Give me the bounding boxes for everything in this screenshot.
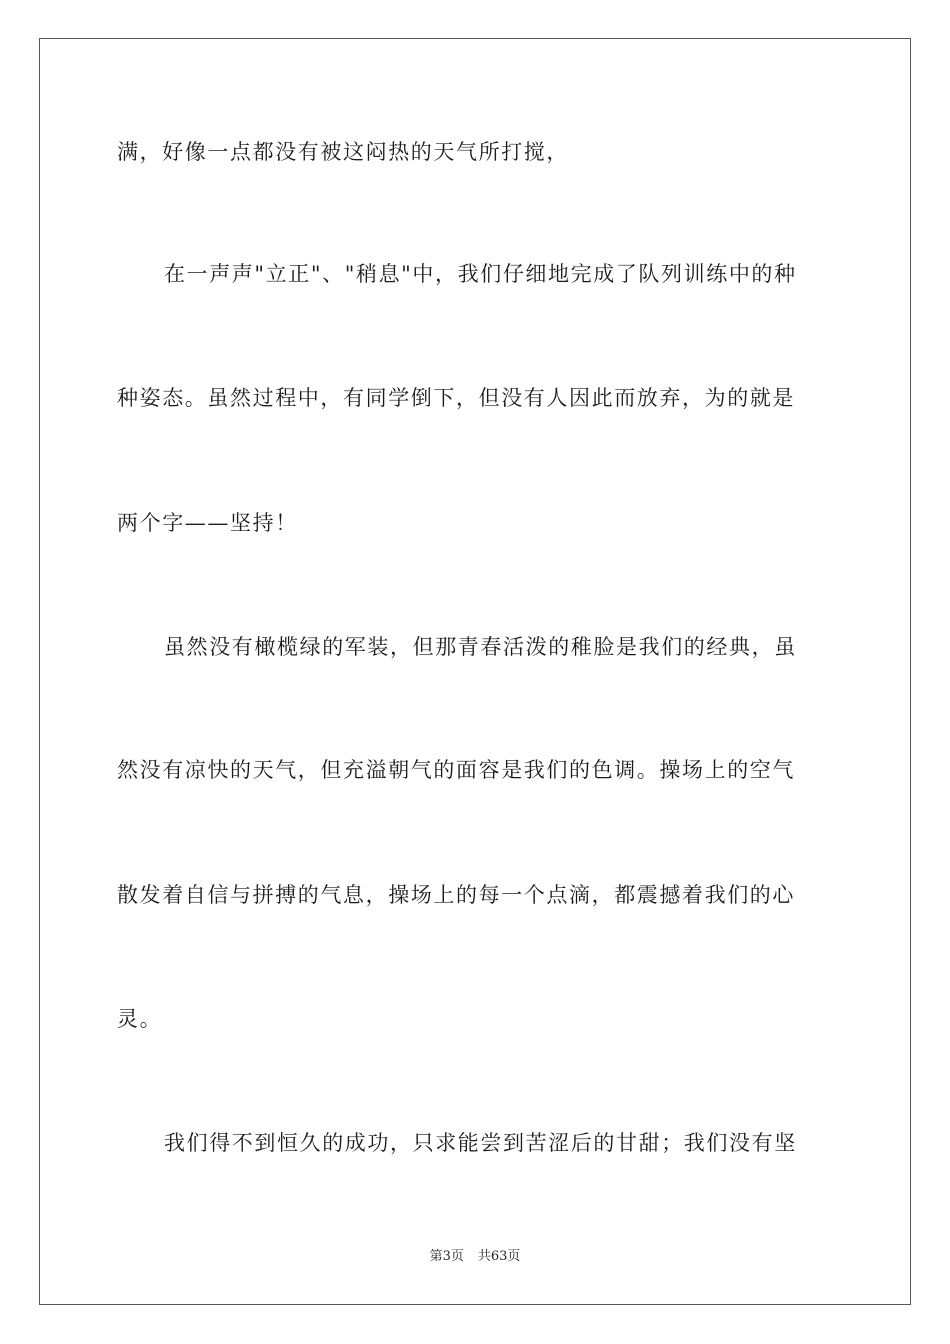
- page-border: [39, 38, 911, 1305]
- text-line-4: 两个字——坚持！: [117, 511, 298, 535]
- text-line-1: 满，好像一点都没有被这闷热的天气所打搅，: [117, 140, 569, 164]
- paragraph-start-line: 虽然没有橄榄绿的军装，但那青春活泼的稚脸是我们的经典，虽: [164, 635, 797, 659]
- page-number: 第3页: [429, 1249, 464, 1264]
- paragraph-start-line: 我们得不到恒久的成功，只求能尝到苦涩后的甘甜；我们没有坚: [164, 1131, 797, 1155]
- text-line-3: 种姿态。虽然过程中，有同学倒下，但没有人因此而放弃，为的就是: [117, 386, 795, 410]
- text-line-6: 然没有凉快的天气，但充溢朝气的面容是我们的色调。操场上的空气: [117, 758, 795, 782]
- page-footer: [0, 1248, 950, 1266]
- text-line-8: 灵。: [117, 1007, 163, 1031]
- total-pages: 共63页: [477, 1249, 521, 1264]
- paragraph-start-line: 在一声声"立正"、"稍息"中，我们仔细地完成了队列训练中的种: [164, 262, 797, 286]
- text-line-7: 散发着自信与拼搏的气息，操场上的每一个点滴，都震撼着我们的心: [117, 883, 795, 907]
